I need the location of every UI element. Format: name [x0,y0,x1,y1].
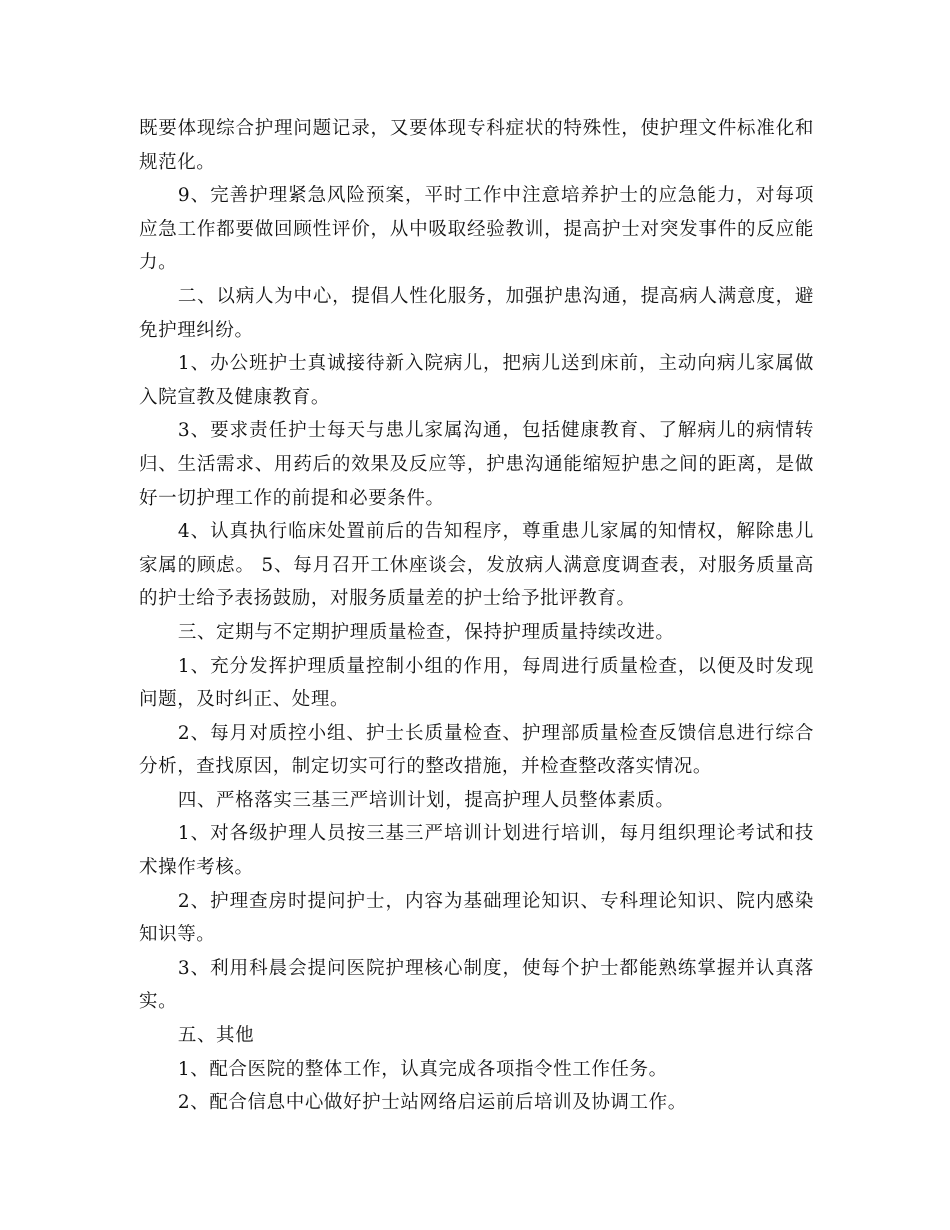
paragraph-item: 1、办公班护士真诚接待新入院病儿，把病儿送到床前，主动向病儿家属做入院宣教及健康教育。 [139,353,814,408]
section-heading-5: 五、其他 [177,1025,255,1047]
document-body [139,112,814,1120]
paragraph-item: 1、配合医院的整体工作，认真完成各项指令性工作任务。 [177,1058,668,1080]
paragraph-item: 4、认真执行临床处置前后的告知程序，尊重患儿家属的知情权，解除患儿家属的顾虑。 5、每月召开工休座谈会，发放病人满意度调查表，对服务质量高的护士给予表扬鼓励，对服务质量差的护士给予批评教育。 [139,521,814,610]
paragraph-item: 1、充分发挥护理质量控制小组的作用，每周进行质量检查，以便及时发现问题，及时纠正、处理。 [139,655,814,711]
paragraph-item: 3、要求责任护士每天与患儿家属沟通，包括健康教育、了解病儿的病情转归、生活需求、用药后的效果及反应等，护患沟通能缩短护患之间的距离，是做好一切护理工作的前提和必要条件。 [139,420,814,509]
paragraph-item: 2、护理查房时提问护士，内容为基础理论知识、专科理论知识、院内感染知识等。 [139,890,814,946]
paragraph-item: 1、对各级护理人员按三基三严培训计划进行培训，每月组织理论考试和技术操作考核。 [139,823,814,879]
section-heading-4: 四、严格落实三基三严培训计划，提高护理人员整体素质。 [177,789,675,811]
paragraph-item-9: 9、完善护理紧急风险预案，平时工作中注意培养护士的应急能力，对每项应急工作都要做回顾性评价，从中吸取经验教训，提高护士对突发事件的反应能力。 [139,185,814,274]
paragraph-item: 3、利用科晨会提问医院护理核心制度，使每个护士都能熟练掌握并认真落实。 [139,957,814,1013]
paragraph-continuation: 既要体现综合护理问题记录，又要体现专科症状的特殊性，使护理文件标准化和规范化。 [139,118,814,173]
paragraph-item: 2、每月对质控小组、护士长质量检查、护理部质量检查反馈信息进行综合分析，查找原因，制定切实可行的整改措施，并检查整改落实情况。 [139,722,814,778]
section-heading-2: 二、以病人为中心，提倡人性化服务，加强护患沟通，提高病人满意度，避免护理纠纷。 [139,285,814,341]
section-heading-3: 三、定期与不定期护理质量检查，保持护理质量持续改进。 [177,621,675,643]
paragraph-item: 2、配合信息中心做好护士站网络启运前后培训及协调工作。 [177,1092,687,1114]
